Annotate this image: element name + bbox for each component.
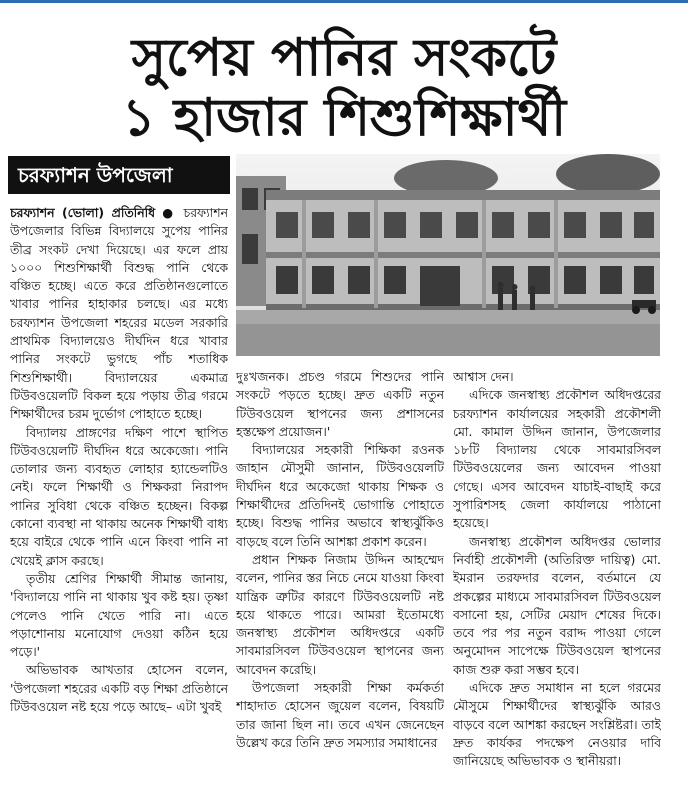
section-label: চরফ্যাশন উপজেলা [8,156,230,194]
headline-line-2: ১ হাজার শিশুশিক্ষার্থী [121,87,567,148]
article-column-2 [236,368,444,800]
top-rule [0,0,688,3]
article-paragraph [10,204,228,424]
article-paragraph: প্রধান শিক্ষক নিজাম উদ্দিন আহম্মেদ বলেন, পানির স্তর নিচে নেমে যাওয়া কিংবা যান্ত্রিক ত্রুটির কারণে টিউবওয়েলটি নষ্ট হয়ে থাকতে পারে। আমরা ইতোমধ্যে জনস্বাস্থ্য প্রকৌশল অধিদপ্তরে একটি সাবমারসিবল টিউবওয়েল স্থাপনের জন্য আবেদন করেছি। [236,551,444,677]
headline-line-1: সুপেয় পানির সংকটে [131,27,557,88]
article-column-3 [453,368,661,800]
article-paragraph: অভিভাবক আখতার হোসেন বলেন, 'উপজেলা শহরের একটি বড় শিক্ষা প্রতিষ্ঠানে টিউবওয়েল নষ্ট হয়ে পড়ে আছে– এটা খুবই [10,662,228,715]
article-column-1 [10,204,228,800]
article-paragraph: আশ্বাস দেন। [453,369,514,384]
article-paragraph: জনস্বাস্থ্য প্রকৌশল অধিদপ্তর ভোলার নির্বাহী প্রকৌশলী (অতিরিক্ত দায়িত্ব) মো. ইমরান তরফদার বলেন, বর্তমানে যে প্রকল্পের মাধ্যমে সাবমারসিবল টিউবওয়েল বসানো হয়, সেটির মেয়াদ শেষের দিকে। তবে পর পর নতুন বরাদ্দ পাওয়া গেলে অনুমোদন সাপেক্ষে টিউবওয়েল স্থাপনের কাজ শুরু করা সম্ভব হবে। [453,533,661,677]
school-building-photo [236,154,660,356]
byline: চরফ্যাশন (ভোলা) প্রতিনিধি [10,205,156,220]
byline-bullet: ● [155,205,184,220]
article-paragraph: এদিকে দ্রুত সমাধান না হলে গরমের মৌসুমে শিক্ষার্থীদের স্বাস্থ্যঝুঁকি আরও বাড়বে বলে আশঙ্কা করছেন সংশ্লিষ্টরা। তাই দ্রুত কার্যকর পদক্ষেপ নেওয়ার দাবি জানিয়েছে অভিভাবক ও স্থানীয়রা। [453,680,661,769]
article-paragraph: এদিকে জনস্বাস্থ্য প্রকৌশল অধিদপ্তরের চরফ্যাশন কার্যালয়ের সহকারী প্রকৌশলী মো. কামাল উদ্দিন জানান, উপজেলার ১৮টি বিদ্যালয় থেকে সাবমারসিবল টিউবওয়েলের জন্য আবেদন পাওয়া গেছে। এসব আবেদন যাচাই-বাছাই করে সুপারিশসহ জেলা কার্যালয়ে পাঠানো হয়েছে। [453,387,661,531]
article-paragraph: তৃতীয় শ্রেণির শিক্ষার্থী সীমান্ত জানায়, 'বিদ্যালয়ে পানি না থাকায় খুব কষ্ট হয়। তৃষ্ণা পেলেও পানি খেতে পারি না। এতে পড়াশোনায় মনোযোগ দেওয়া কঠিন হয়ে পড়ে।' [10,570,228,660]
article-paragraph: বিদ্যালয় প্রাঙ্গণের দক্ষিণ পাশে স্থাপিত টিউবওয়েলটি দীর্ঘদিন ধরে অকেজো। পানি তোলার জন্য ব্যবহৃত লোহার হ্যান্ডেলটিও নেই। ফলে শিক্ষার্থী ও শিক্ষকরা নিরাপদ পানির সুবিধা থেকে বঞ্চিত হচ্ছেন। বিকল্প কোনো ব্যবস্থা না থাকায় অনেক শিক্ষার্থী বাধ্য হয়ে বাইরে থেকে পানি এনে কিংবা পানি না খেয়েই ক্লাস করছে। [10,424,228,568]
lead-text: চরফ্যাশন উপজেলার বিভিন্ন বিদ্যালয়ে সুপেয় পানির তীব্র সংকট দেখা দিয়েছে। এর ফলে প্রায় ১০০০ শিশুশিক্ষার্থী বিশুদ্ধ পানি থেকে বঞ্চিত হচ্ছে। এতে করে প্রতিষ্ঠানগুলোতে খাবার পানির হাহাকার চলছে। এর মধ্যে চরফ্যাশন উপজেলা শহরের মডেল সরকারি প্রাথমিক বিদ্যালয়েও দীর্ঘদিন ধরে খাবার পানির সংকটে ভুগছে পাঁচ শতাধিক শিশুশিক্ষার্থী। বিদ্যালয়ের একমাত্র টিউবওয়েলটি বিকল হয়ে পড়ায় তীব্র গরমে শিক্ষার্থীদের চরম দুর্ভোগ পোহাতে হচ্ছে। [10,205,228,422]
article-paragraph: উপজেলা সহকারী শিক্ষা কর্মকর্তা শাহাদাত হোসেন জুয়েল বলেন, বিষয়টি তার জানা ছিল না। তবে এখন জেনেছেন উল্লেখ করে তিনি দ্রুত সমস্যার সমাধানের [236,680,444,750]
article-paragraph: বিদ্যালয়ের সহকারী শিক্ষিকা রওনক জাহান মৌসুমী জানান, টিউবওয়েলটি দীর্ঘদিন ধরে অকেজো থাকায় শিক্ষক ও শিক্ষার্থীদের প্রতিদিনই ভোগান্তি পোহাতে হচ্ছে। বিশুদ্ধ পানির অভাবে স্বাস্থ্যঝুঁকিও বাড়ছে বলে তিনি আশঙ্কা প্রকাশ করেন। [236,442,444,549]
article-paragraph: দুঃখজনক। প্রচণ্ড গরমে শিশুদের পানি সংকটে পড়তে হচ্ছে। দ্রুত একটি নতুন টিউবওয়েল স্থাপনের জন্য প্রশাসনের হস্তক্ষেপ প্রয়োজন।' [236,369,444,439]
headline [0,28,688,148]
